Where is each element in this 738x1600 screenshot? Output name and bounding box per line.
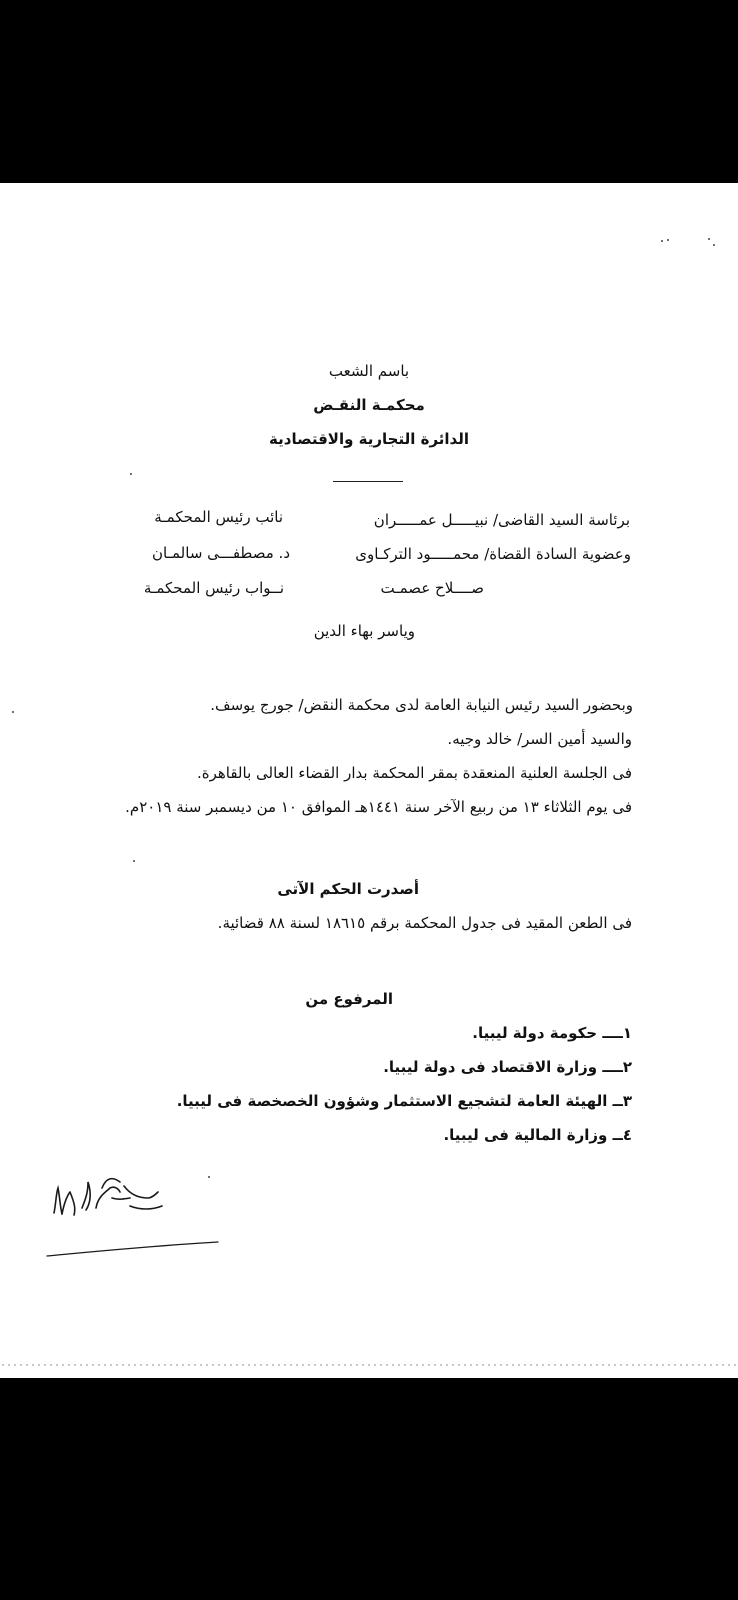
panel-member-3: صــــلاح عصمـت — [380, 579, 484, 597]
circuit-name: الدائرة التجارية والاقتصادية — [269, 430, 469, 448]
scan-speck — [12, 711, 14, 713]
handwritten-signature — [40, 1168, 230, 1278]
case-line: فى الطعن المقيد فى جدول المحكمة برقم ١٨٦١٥ لسنة ٨٨ قضائية. — [217, 914, 632, 932]
page-edge-dots — [0, 1363, 738, 1367]
panel-member-2: د. مصطفـــى سالمـان — [152, 544, 290, 562]
appellant-item: ٢ــــ وزارة الاقتصاد فى دولة ليبيا. — [383, 1058, 632, 1076]
ruling-heading: أصدرت الحكم الآتى — [277, 880, 419, 898]
presiding-title: نائب رئيس المحكمـة — [154, 508, 283, 526]
panel-members: وعضوية السادة القضاة/ محمـــــود التركـاوى — [355, 545, 631, 563]
panel-members-title: نــواب رئيس المحكمـة — [143, 579, 284, 597]
document-page — [0, 183, 738, 1378]
scan-speck — [713, 244, 715, 246]
appellants-heading: المرفوع من — [305, 990, 393, 1008]
prosecutor-line: وبحضور السيد رئيس النيابة العامة لدى محكمة النقض/ جورج يوسف. — [210, 696, 633, 714]
date-line: فى يوم الثلاثاء ١٣ من ربيع الآخر سنة ١٤٤١هـ الموافق ١٠ من ديسمبر سنة ٢٠١٩م. — [125, 798, 632, 816]
header-line-1: باسم الشعب — [328, 362, 410, 380]
appellant-item: ٤ــ وزارة المالية فى ليبيا. — [443, 1126, 632, 1144]
scan-speck — [708, 238, 710, 240]
scan-speck — [667, 239, 669, 241]
court-name: محكمـة النقـض — [313, 396, 425, 414]
appellant-item: ١ــــ حكومة دولة ليبيا. — [472, 1024, 632, 1042]
venue-line: فى الجلسة العلنية المنعقدة بمقر المحكمة بدار القضاء العالى بالقاهرة. — [196, 764, 632, 782]
secretary-line: والسيد أمين السر/ خالد وجيه. — [447, 730, 632, 748]
scan-speck — [133, 860, 135, 862]
presiding-judge: برئاسة السيد القاضى/ نبيـــــل عمـــــران — [373, 511, 630, 529]
header-divider — [333, 481, 403, 482]
scan-speck — [130, 473, 132, 475]
panel-member-4: وياسر بهاء الدين — [313, 622, 415, 640]
scan-speck — [661, 240, 663, 242]
appellant-item: ٣ــ الهيئة العامة لتشجيع الاستثمار وشؤون الخصخصة فى ليبيا. — [176, 1092, 632, 1110]
